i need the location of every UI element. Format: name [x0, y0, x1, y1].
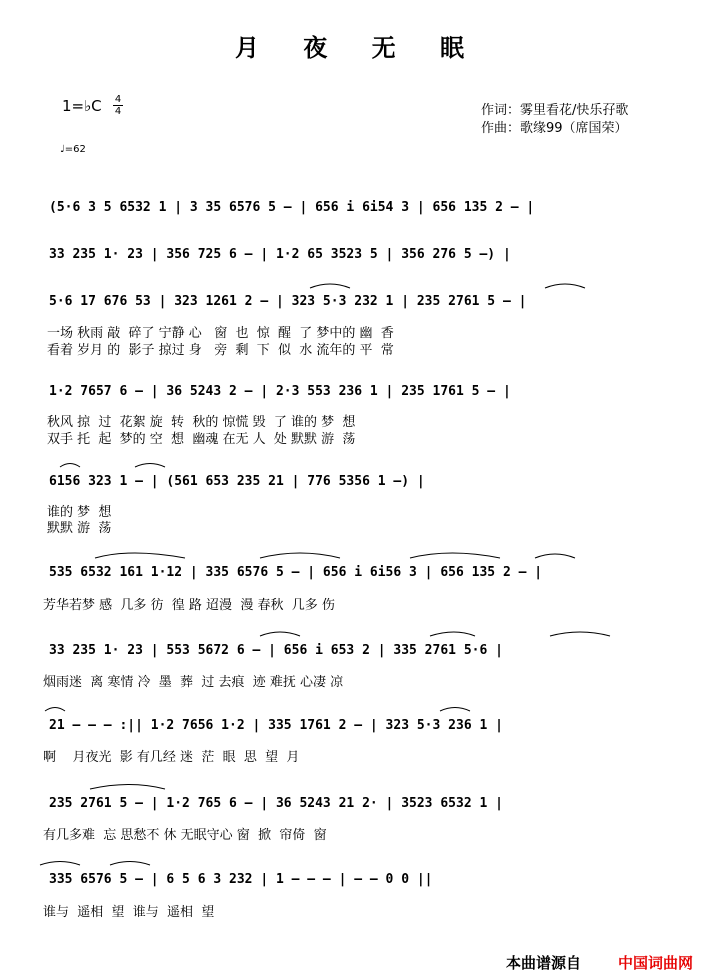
slur-mark — [260, 632, 300, 636]
slur-mark — [90, 785, 165, 790]
slur-mark — [430, 632, 475, 636]
notation-row-9: 235 2761 5 – | 1·2 765 6 – | 36 5243 21 2· | 3523 6532 1 | — [49, 796, 503, 811]
key-signature: 1=♭C — [62, 97, 102, 115]
notation-row-3: 5·6 17 676 53 | 323 1261 2 – | 323 5·3 232 1 | 235 2761 5 – | — [49, 294, 527, 309]
slur-mark — [110, 862, 150, 866]
slur-mark — [135, 464, 165, 468]
song-title: 月 夜 无 眠 — [234, 34, 483, 62]
lyric-row-3-verse-2: 看着 岁月 的 影子 掠过 身 旁 剩 下 似 水 流年的 平 常 — [47, 343, 394, 358]
time-signature-top: 4 — [114, 94, 122, 105]
notation-row-5: 6156 323 1 – | (561 653 235 21 | 776 5356 1 –) | — [49, 474, 425, 489]
slur-mark — [45, 708, 65, 712]
slur-mark — [410, 553, 500, 558]
notation-row-7: 33 235 1· 23 | 553 5672 6 – | 656 i 653 2 | 335 2761 5·6 | — [49, 643, 503, 658]
notation-row-8: 21 – – – :|| 1·2 7656 1·2 | 335 1761 2 – | 323 5·3 236 1 | — [49, 718, 503, 733]
lyric-row-10: 谁与 遥相 望 谁与 遥相 望 — [43, 905, 215, 920]
notation-row-2: 33 235 1· 23 | 356 725 6 – | 1·2 65 3523 5 | 356 276 5 –) | — [49, 247, 511, 262]
slur-mark — [550, 632, 610, 636]
slur-mark — [60, 464, 80, 468]
lyric-row-4-verse-2: 双手 托 起 梦的 空 想 幽魂 在无 人 处 默默 游 荡 — [47, 432, 356, 447]
composer-credit: 作曲：歌缘99（席国荣） — [481, 121, 628, 136]
notation-row-4: 1·2 7657 6 – | 36 5243 2 – | 2·3 553 236 1 | 235 1761 5 – | — [49, 384, 511, 399]
lyric-row-9: 有几多难 忘 思愁不 休 无眠守心 窗 掀 帘倚 窗 — [43, 828, 327, 843]
site-link[interactable]: 中国词曲网 — [618, 954, 694, 972]
time-signature-bottom: 4 — [114, 106, 122, 117]
source-label: 本曲谱源自 — [506, 954, 582, 972]
lyric-row-6: 芳华若梦 感 几多 彷 徨 路 迢漫 漫 春秋 几多 伤 — [43, 598, 335, 613]
slur-mark — [535, 554, 575, 558]
slur-mark — [440, 708, 470, 712]
lyric-row-8: 啊 月夜光 影 有几经 迷 茫 眼 思 望 月 — [43, 750, 300, 765]
lyric-row-5-verse-2: 默默 游 荡 — [47, 521, 112, 536]
lyric-row-4-verse-1: 秋风 掠 过 花絮 旋 转 秋的 惊慌 毁 了 谁的 梦 想 — [47, 415, 356, 430]
tempo-mark: ♩=62 — [60, 144, 86, 155]
notation-row-6: 535 6532 161 1·12 | 335 6576 5 – | 656 i 6i56 3 | 656 135 2 – | — [49, 565, 543, 580]
slur-mark — [260, 553, 340, 558]
slur-mark — [545, 284, 585, 288]
slur-mark — [40, 862, 80, 866]
slur-mark — [310, 284, 350, 288]
lyricist-credit: 作词：雾里看花/快乐孖歌 — [481, 103, 629, 118]
notation-row-1: (5·6 3 5 6532 1 | 3 35 6576 5 – | 656 i 6i54 3 | 656 135 2 – | — [49, 200, 535, 215]
lyric-row-5-verse-1: 谁的 梦 想 — [47, 505, 112, 520]
lyric-row-3-verse-1: 一场 秋雨 敲 碎了 宁静 心 窗 也 惊 醒 了 梦中的 幽 香 — [47, 326, 394, 341]
lyric-row-7: 烟雨迷 离 寒情 冷 墨 葬 过 去痕 迹 难抚 心凄 凉 — [43, 675, 344, 690]
notation-row-10: 335 6576 5 – | 6 5 6 3 232 | 1 – – – | – – 0 0 || — [49, 872, 433, 887]
slur-mark — [95, 553, 185, 558]
